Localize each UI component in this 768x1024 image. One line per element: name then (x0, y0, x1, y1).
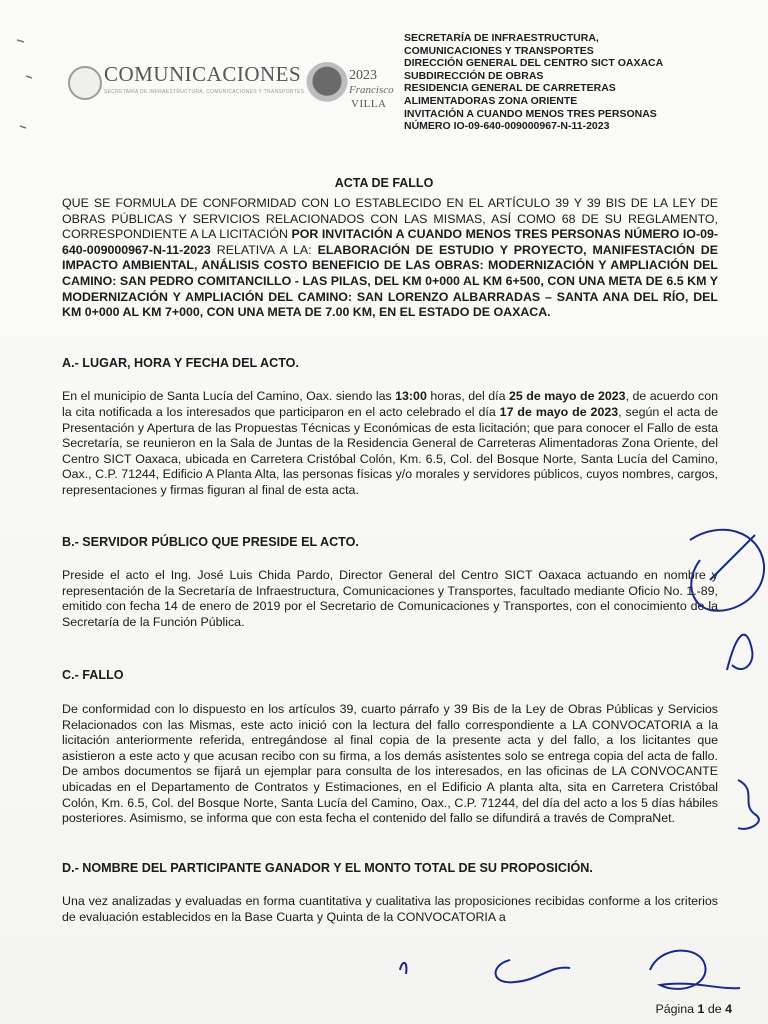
section-a-time: 13:00 (395, 389, 427, 404)
section-a-text: , de acuerdo con la cita notificada a los interesados que participaron en el acto celebrado el día (62, 389, 718, 419)
section-a-prior-date: 17 de mayo de 2023 (499, 404, 619, 419)
section-b-heading: B.- SERVIDOR PÚBLICO QUE PRESIDE EL ACTO. (62, 534, 359, 549)
section-a-text: , según el acta de Presentación y Apertura de las Propuestas Técnicas y Económicas de esta licitación; que para conocer el Fallo de esta Secretaría, se reunieron en la Sala de Juntas de la Residencia General de Carreteras Alimentadoras Zona Oriente, del Centro SICT Oaxaca, ubicada en Carretera Cristóbal Colón, Km. 6.5, Col. del Bosque Norte, Santa Lucía del Camino, Oax., C.P. 71244, Edificio A Planta Alta, las personas físicas y/o morales y servidores públicos, cuyos nombres, cargos, representaciones y firmas figuran al final de esta acta. (62, 404, 718, 497)
coat-of-arms-icon (68, 66, 102, 100)
section-a-date: 25 de mayo de 2023 (508, 389, 626, 404)
badge-year: 2023 (349, 68, 377, 83)
page-separator: de (707, 1002, 722, 1016)
institution-line: SECRETARÍA DE INFRAESTRUCTURA, (404, 32, 599, 44)
handwritten-signature (380, 940, 580, 990)
handwritten-initials (722, 620, 762, 680)
logo-text: COMUNICACIONES (104, 62, 302, 86)
document-body (62, 196, 718, 926)
section-a-text: horas, del día (426, 389, 509, 404)
handwritten-initials (730, 770, 766, 840)
badge-name: Francisco (349, 84, 394, 96)
intro-text-2: RELATIVA A LA: (210, 242, 318, 257)
institution-line: DIRECCIÓN GENERAL DEL CENTRO SICT OAXACA (404, 57, 664, 70)
institution-line: NÚMERO IO-09-640-009000967-N-11-2023 (404, 120, 610, 133)
badge-surname: VILLA (351, 98, 387, 110)
section-b-paragraph: Preside el acto el Ing. José Luis Chida Pardo, Director General del Centro SICT Oaxaca actuando en nombre y representación de la Secretaría de Infraestructura, Comunicaciones y Transportes, facultado mediante Oficio No. 1.-89, emitido con fecha 14 de enero de 2019 por el Secretario de Comunicaciones y Transportes, con el conocimiento de la Secretaría de la Función Pública. (62, 568, 718, 629)
document-header (0, 20, 768, 150)
intro-bold-project: ELABORACIÓN DE ESTUDIO Y PROYECTO, MANIFESTACIÓN DE IMPACTO AMBIENTAL, ANÁLISIS COSTO BENEFICIO DE LAS OBRAS: MODERNIZACIÓN Y AMPLIACIÓN DEL CAMINO: SAN PEDRO COMITANCILLO - LAS PILAS, DEL KM 0+000 AL KM 6+500, CON UNA META DE 6.5 KM Y MODERNIZACIÓN Y AMPLIACIÓN DEL CAMINO: SAN LORENZO ALBARRADAS – SANTA ANA DEL RÍO, DEL KM 0+000 AL KM 7+000, CON UNA META DE 7.00 KM, EN EL ESTADO DE OAXACA. (62, 242, 718, 320)
section-c-heading: C.- FALLO (62, 668, 124, 683)
institution-line: RESIDENCIA GENERAL DE CARRETERAS (404, 82, 616, 95)
page-label: Página (655, 1002, 695, 1016)
document-title: ACTA DE FALLO (334, 176, 434, 190)
sict-logo (60, 58, 400, 128)
institution-block (404, 32, 744, 133)
section-c-paragraph: De conformidad con lo dispuesto en los artículos 39, cuarto párrafo y 39 Bis de la Ley de Obras Públicas y Servicios Relacionados con las Mismas, este acto inició con la lectura del fallo correspondiente a LA CONVOCATORIA a la licitación anteriormente referida, entregándose al final copia de la presente acta y del fallo, a los licitantes que asistieron a este acto y que acusan recibo con su firma, a los demás asistentes solo se entrega copia del acta de fallo. De ambos documentos se fijará un ejemplar para consulta de los interesados, en las oficinas de LA CONVOCANTE ubicadas en el Departamento de Contratos y Estimaciones, en el Edificio A planta alta, sita en Carretera Cristóbal Colón, Km. 6.5, Col. del Bosque Norte, Santa Lucía del Camino, Oax., C.P. 71244, del día del acto a los 5 días hábiles posteriores. Asimismo, se informa que con esta fecha el contenido del fallo se difundirá a través de CompraNet. (62, 702, 718, 826)
section-d-heading: D.- NOMBRE DEL PARTICIPANTE GANADOR Y EL MONTO TOTAL DE SU PROPOSICIÓN. (62, 860, 593, 875)
institution-line: INVITACIÓN A CUANDO MENOS TRES PERSONAS (404, 107, 657, 120)
section-a-heading: A.- LUGAR, HORA Y FECHA DEL ACTO. (62, 355, 299, 370)
institution-line: ALIMENTADORAS ZONA ORIENTE (404, 94, 578, 107)
section-a-paragraph (62, 389, 718, 498)
portrait-icon (305, 62, 349, 110)
logo-subtext: SECRETARÍA DE INFRAESTRUCTURA, COMUNICACIONES Y TRANSPORTES (104, 89, 305, 95)
page-total: 4 (725, 1002, 732, 1016)
institution-line: COMUNICACIONES Y TRANSPORTES (404, 44, 594, 57)
section-a-text: En el municipio de Santa Lucía del Camino, Oax. siendo las (62, 389, 396, 404)
section-d-paragraph: Una vez analizadas y evaluadas en forma cuantitativa y cualitativa las proposiciones recibidas conforme a los criterios de evaluación establecidos en la Base Cuarta y Quinta de la CONVOCATORIA a (62, 894, 718, 924)
intro-bold-tender: POR INVITACIÓN A CUANDO MENOS TRES PERSONAS NÚMERO IO-09-640-009000967-N-11-2023 (62, 227, 718, 257)
institution-line: SUBDIRECCIÓN DE OBRAS (404, 69, 544, 82)
intro-text: QUE SE FORMULA DE CONFORMIDAD CON LO ESTABLECIDO EN EL ARTÍCULO 39 Y 39 BIS DE LA LEY DE OBRAS PÚBLICAS Y SERVICIOS RELACIONADOS CON LAS MISMAS, ASÍ COMO 68 DE SU REGLAMENTO, CORRESPONDIENTE A LA LICITACIÓN (62, 196, 718, 242)
page-number (655, 1002, 732, 1016)
page-current: 1 (697, 1002, 705, 1016)
intro-paragraph (62, 196, 718, 321)
handwritten-signature (640, 940, 750, 1000)
villa-2023-badge (305, 58, 395, 118)
